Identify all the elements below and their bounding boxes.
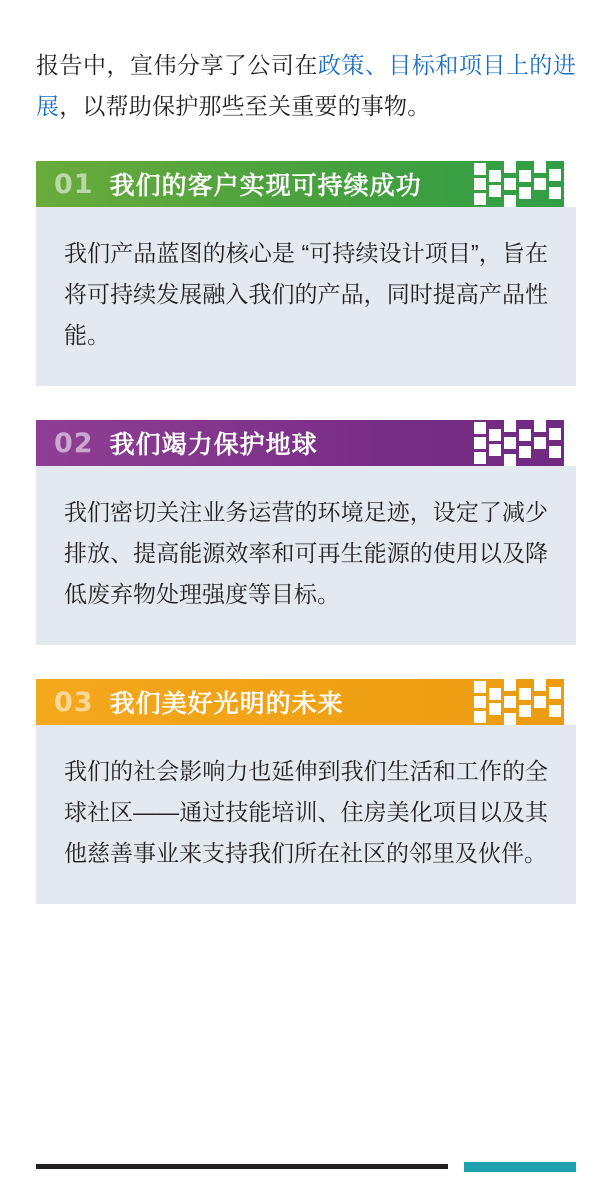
section-01-title: 我们的客户实现可持续成功	[109, 172, 422, 200]
intro-text-before: 报告中，宣伟分享了公司在	[36, 52, 318, 78]
pixel-pattern-icon	[466, 420, 576, 466]
intro-text-highlight: 政策、目标和项目上的进展	[36, 52, 576, 119]
section-03-body: 我们的社会影响力也延伸到我们生活和工作的全球社区——通过技能培训、住房美化项目以及其他慈善事业来支持我们所在社区的邻里及伙伴。	[36, 725, 576, 904]
footer-dark-bar	[36, 1164, 448, 1169]
intro-text-after: ，以帮助保护那些至关重要的事物。	[59, 93, 431, 119]
section-01-body: 我们产品蓝图的核心是 “可持续设计项目”，旨在将可持续发展融入我们的产品，同时提高产品性能。	[36, 207, 576, 386]
section-01-number: 01	[54, 168, 94, 200]
section-02-body: 我们密切关注业务运营的环境足迹，设定了减少排放、提高能源效率和可再生能源的使用以及降低废弃物处理强度等目标。	[36, 466, 576, 645]
section-02-title: 我们竭力保护地球	[109, 431, 318, 459]
section-03-number: 03	[54, 686, 94, 718]
section-03-header	[36, 679, 576, 725]
pixel-pattern-icon	[466, 679, 576, 725]
section-02	[36, 420, 576, 645]
document-page	[0, 23, 612, 1194]
pixel-pattern-icon	[466, 161, 576, 207]
intro-paragraph	[36, 23, 576, 127]
section-01-header	[36, 161, 576, 207]
section-03	[36, 679, 576, 904]
section-02-header	[36, 420, 576, 466]
section-01	[36, 161, 576, 386]
section-02-number: 02	[54, 427, 94, 459]
section-03-title: 我们美好光明的未来	[109, 690, 344, 718]
